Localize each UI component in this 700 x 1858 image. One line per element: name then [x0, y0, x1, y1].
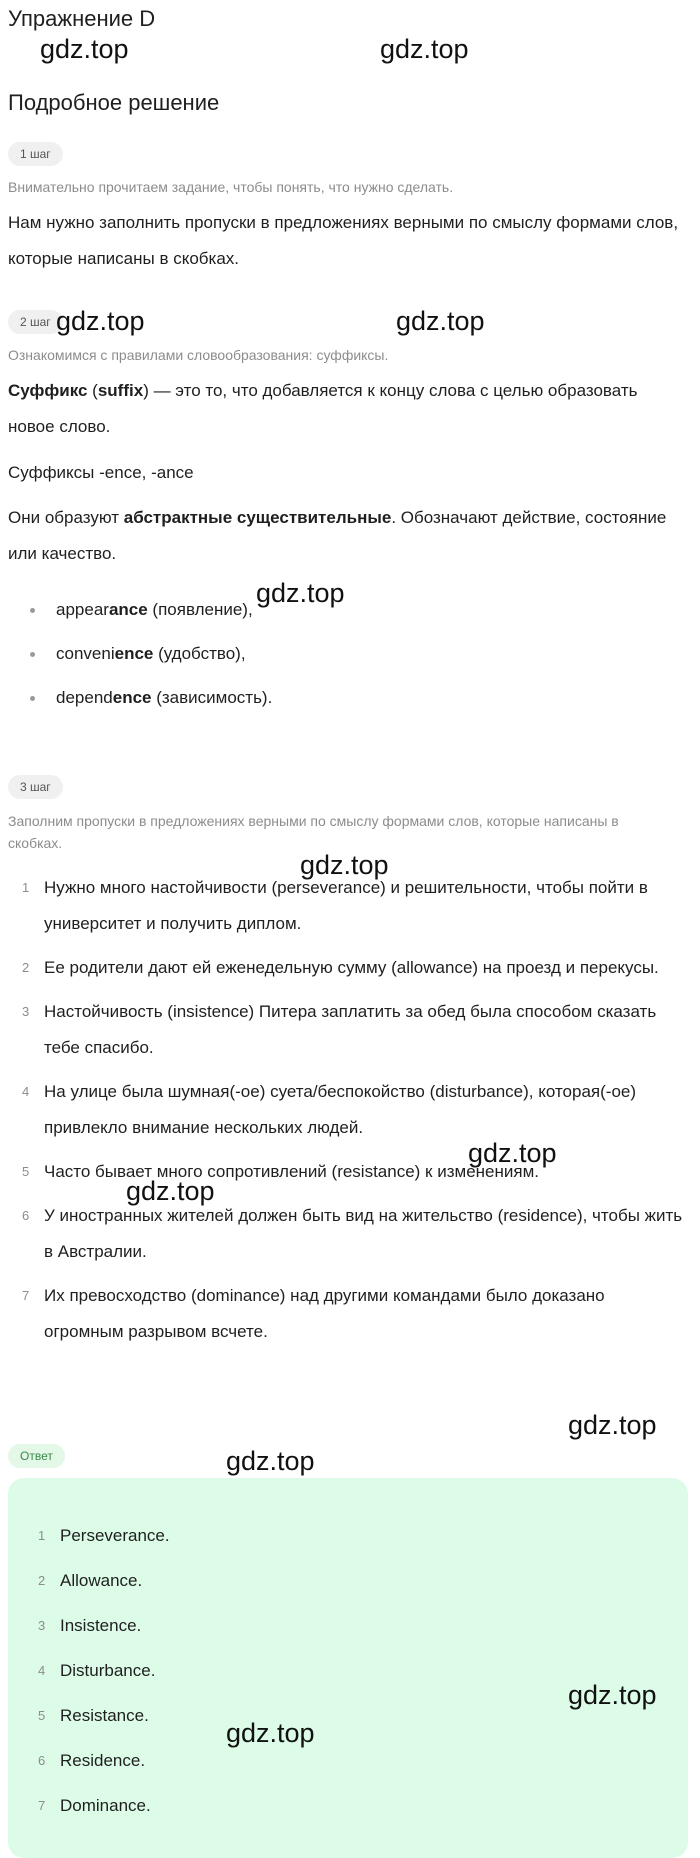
- watermark: gdz.top: [380, 34, 469, 64]
- list-item: 2 Ее родители дают ей еженедельную сумму (allowance) на проезд и перекусы.: [22, 958, 659, 977]
- list-item: dependence (зависимость).: [30, 683, 272, 727]
- step-hint-1: Внимательно прочитаем задание, чтобы понять, что нужно сделать.: [8, 179, 454, 195]
- definition-term: Суффикс: [8, 381, 88, 400]
- list-item: appearance (появление),: [30, 595, 272, 639]
- list-item: 7 Dominance.: [38, 1796, 151, 1815]
- list-item: 6 Residence.: [38, 1751, 146, 1770]
- sentences-list: [8, 870, 688, 1358]
- watermark: gdz.top: [226, 1446, 315, 1476]
- answer-list: [38, 1522, 170, 1837]
- list-item: 1 Perseverance.: [38, 1526, 170, 1545]
- list-item: 5 Resistance.: [38, 1706, 149, 1725]
- watermark: gdz.top: [126, 1176, 215, 1206]
- watermark: gdz.top: [396, 306, 485, 336]
- list-item: 1 Нужно много настойчивости (perseverance) и решительности, чтобы пойти в университет и получить диплом.: [22, 878, 648, 933]
- list-item: 6 У иностранных жителей должен быть вид на жительство (residence), чтобы жить в Австралии.: [22, 1206, 683, 1261]
- watermark: gdz.top: [40, 34, 129, 64]
- step-hint-2: Ознакомимся с правилами словообразования: суффиксы.: [8, 347, 389, 363]
- answer-badge: Ответ: [8, 1444, 65, 1468]
- step-hint-3: Заполним пропуски в предложениях верными по смыслу формами слов, которые написаны в скобках.: [8, 813, 619, 851]
- list-item: 5 Часто бывает много сопротивлений (resistance) к изменениям.: [22, 1162, 539, 1181]
- step-badge-1: 1 шаг: [8, 142, 63, 166]
- section-title: Подробное решение: [8, 90, 220, 115]
- watermark: gdz.top: [226, 1718, 315, 1748]
- list-item: 3 Настойчивость (insistence) Питера заплатить за обед была способом сказать тебе спасибо.: [22, 1002, 657, 1057]
- list-item: convenience (удобство),: [30, 639, 272, 683]
- formation-text: Они образуют абстрактные существительные. Обозначают действие, состояние или качество.: [8, 508, 667, 563]
- page-title: Упражнение D: [8, 6, 156, 31]
- watermark: gdz.top: [56, 306, 145, 336]
- suffix-definition: Суффикс (suffix) — это то, что добавляется к концу слова с целью образовать новое слово.: [8, 381, 638, 436]
- answer-box: [8, 1478, 688, 1858]
- watermark: gdz.top: [468, 1138, 557, 1168]
- list-item: 4 Disturbance.: [38, 1661, 156, 1680]
- suffixes-line: Суффиксы -ence, -ance: [8, 463, 194, 482]
- list-item: 7 Их превосходство (dominance) над другими командами было доказано огромным разрывом всчете.: [22, 1286, 605, 1341]
- step-badge-2: 2 шаг: [8, 310, 63, 334]
- list-item: 2 Allowance.: [38, 1571, 143, 1590]
- step-text-1: Нам нужно заполнить пропуски в предложениях верными по смыслу формами слов, которые написаны в скобках.: [8, 213, 679, 268]
- watermark: gdz.top: [256, 578, 345, 608]
- definition-term-en: suffix: [97, 381, 144, 400]
- watermark: gdz.top: [568, 1680, 657, 1710]
- list-item: 3 Insistence.: [38, 1616, 142, 1635]
- step-badge-3: 3 шаг: [8, 775, 63, 799]
- list-item: 4 На улице была шумная(-ое) суета/беспокойство (disturbance), которая(-ое) привлекло внимание нескольких людей.: [22, 1082, 637, 1137]
- watermark: gdz.top: [568, 1410, 657, 1440]
- watermark: gdz.top: [300, 850, 389, 880]
- examples-list: [30, 595, 272, 727]
